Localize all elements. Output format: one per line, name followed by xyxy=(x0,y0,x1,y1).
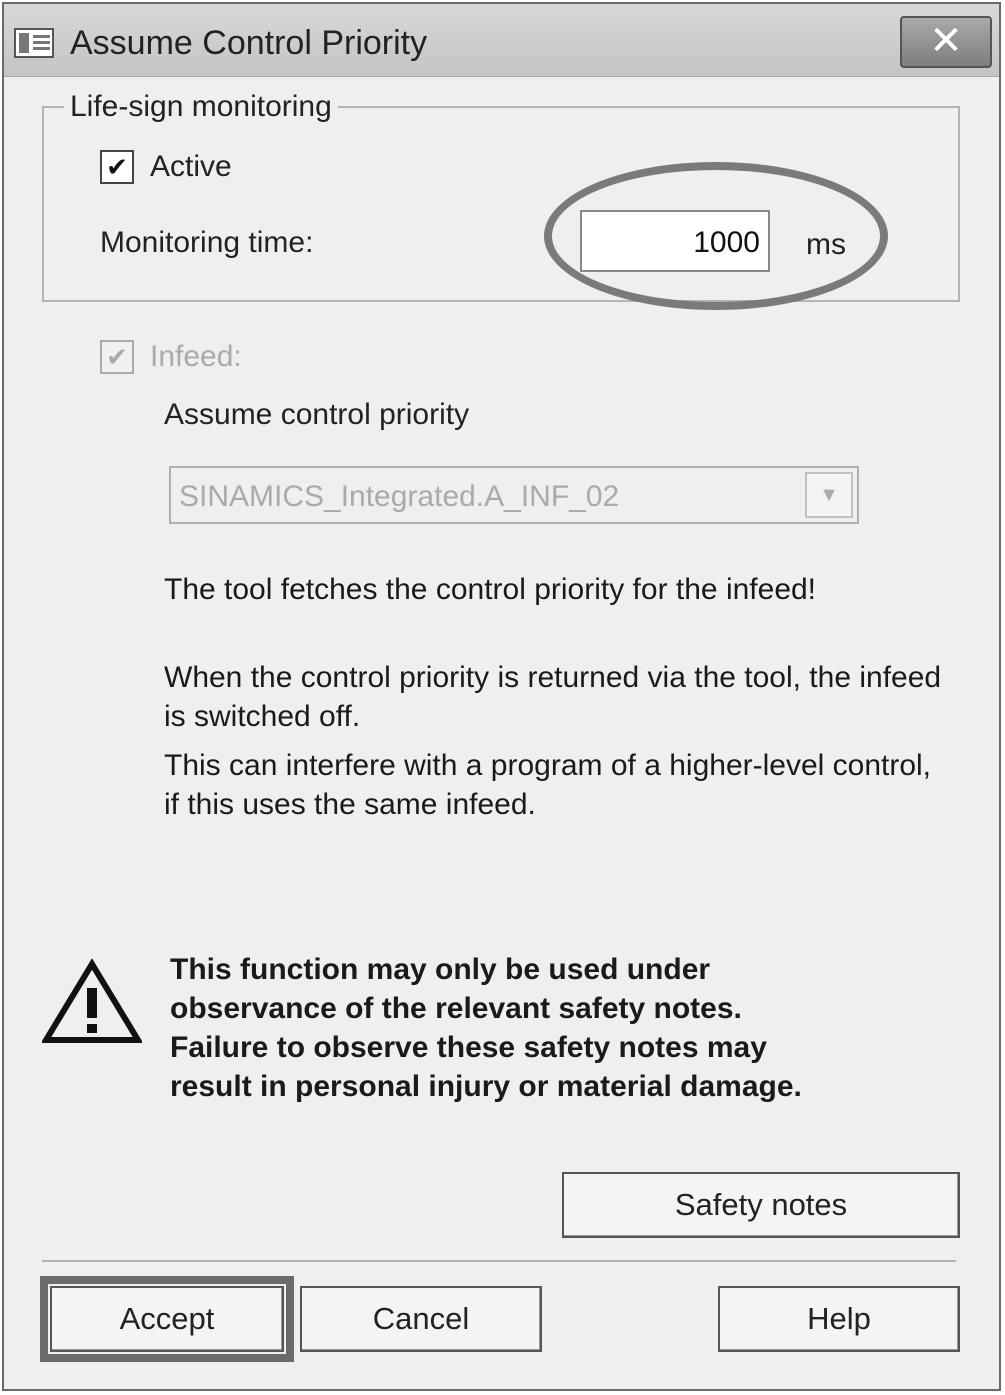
chevron-down-icon[interactable]: ▼ xyxy=(805,472,853,518)
safety-warning-line: Failure to observe these safety notes may xyxy=(170,1031,767,1064)
checkmark-icon: ✔ xyxy=(106,152,128,182)
window-title: Assume Control Priority xyxy=(70,24,428,62)
close-button[interactable]: ✕ xyxy=(900,16,992,68)
infeed-checkbox[interactable] xyxy=(100,340,134,374)
active-label: Active xyxy=(150,150,232,183)
life-sign-monitoring-group xyxy=(42,106,960,302)
title-bar xyxy=(4,4,999,77)
safety-notes-button[interactable]: Safety notes xyxy=(562,1172,960,1238)
monitoring-time-label: Monitoring time: xyxy=(100,226,314,259)
safety-warning-line: observance of the relevant safety notes. xyxy=(170,992,742,1025)
assume-control-priority-label: Assume control priority xyxy=(164,398,470,431)
infeed-select-value: SINAMICS_Integrated.A_INF_02 xyxy=(179,480,620,513)
info-text-fetch: The tool fetches the control priority for the infeed! xyxy=(164,573,817,606)
infeed-select[interactable] xyxy=(169,466,859,524)
accept-button[interactable]: Accept xyxy=(50,1286,284,1352)
monitoring-time-input[interactable] xyxy=(580,210,770,272)
info-text-interfere-2: if this uses the same infeed. xyxy=(164,788,536,821)
safety-warning-line: This function may only be used under xyxy=(170,953,711,986)
info-text-return-2: is switched off. xyxy=(164,700,361,733)
separator xyxy=(42,1260,956,1262)
cancel-button[interactable]: Cancel xyxy=(300,1286,542,1352)
app-window-icon xyxy=(14,28,54,58)
info-text-return-1: When the control priority is returned via the tool, the infeed xyxy=(164,661,942,694)
active-checkbox[interactable] xyxy=(100,150,134,184)
warning-triangle-icon xyxy=(42,958,142,1046)
safety-warning-line: result in personal injury or material damage. xyxy=(170,1070,802,1103)
checkmark-icon: ✔ xyxy=(106,342,128,372)
dialog-window xyxy=(2,2,1001,1391)
help-button[interactable]: Help xyxy=(718,1286,960,1352)
safety-warning-text xyxy=(170,950,960,1106)
info-text-interfere-1: This can interfere with a program of a higher-level control, xyxy=(164,749,932,782)
infeed-label: Infeed: xyxy=(150,340,242,373)
life-sign-monitoring-legend: Life-sign monitoring xyxy=(64,90,338,124)
monitoring-time-unit: ms xyxy=(806,228,846,261)
